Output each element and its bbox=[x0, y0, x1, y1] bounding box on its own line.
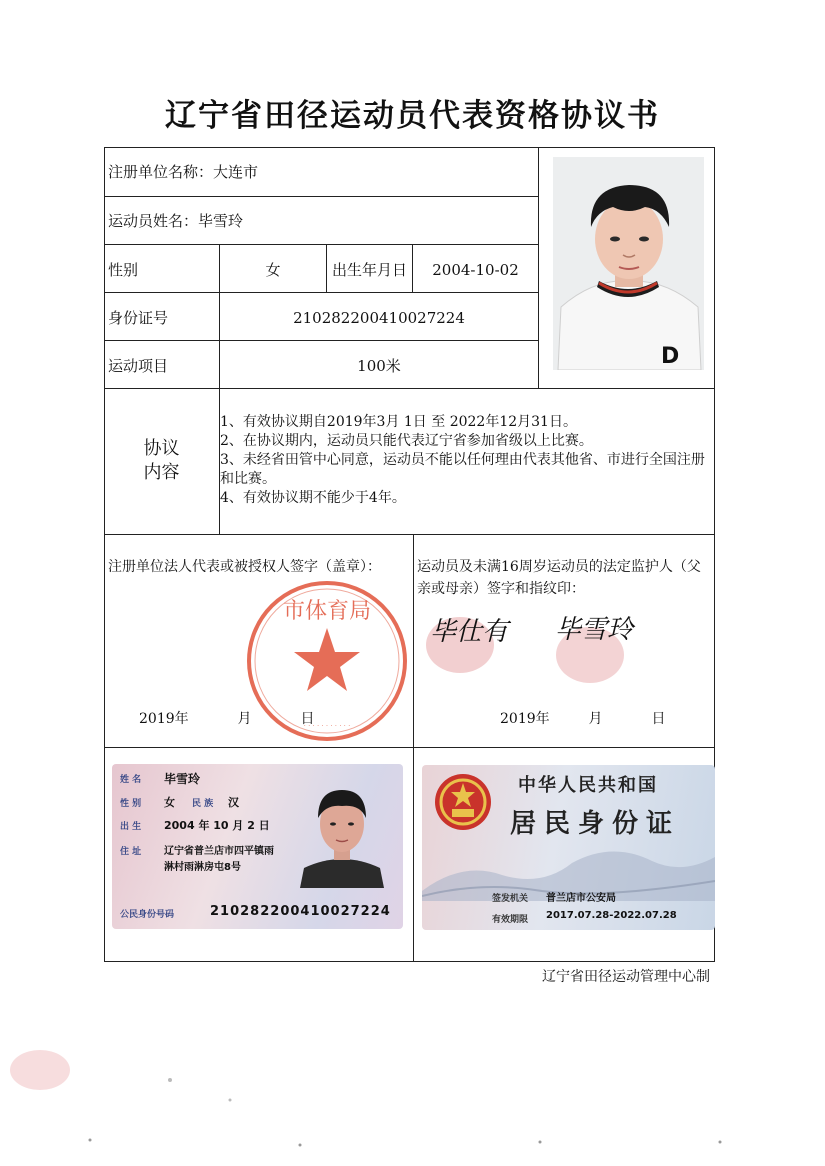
signature-area bbox=[420, 600, 710, 690]
clause-1: 1、有效协议期自2019年3月 1日 至 2022年12月31日。 bbox=[220, 414, 577, 430]
unit-signature-instruction: 注册单位法人代表或被授权人签字（盖章）： bbox=[108, 559, 381, 575]
row-divider bbox=[104, 196, 538, 197]
row-divider bbox=[104, 340, 538, 341]
right-date-day: 日 bbox=[651, 711, 666, 727]
id-country: 中华人民共和国 bbox=[518, 775, 658, 796]
id-address-line2: 淋村雨淋房屯8号 bbox=[164, 862, 241, 873]
document-title: 辽宁省田径运动员代表资格协议书 bbox=[165, 98, 660, 134]
id-name-value: 毕雪玲 bbox=[164, 772, 201, 786]
unit-value: 大连市 bbox=[213, 163, 259, 181]
id-ethnicity-value: 汉 bbox=[228, 796, 239, 809]
agreement-label-line2: 内容 bbox=[143, 462, 180, 483]
id-validity-value: 2017.07.28-2022.07.28 bbox=[546, 910, 677, 921]
agreement-label-line1: 协议 bbox=[143, 438, 180, 459]
id-card-front bbox=[112, 764, 403, 929]
id-number-card: 210282200410027224 bbox=[210, 904, 391, 919]
athlete-signature: 毕雪玲 bbox=[555, 615, 634, 645]
id-name-label: 姓 名 bbox=[120, 775, 142, 785]
gender-value: 女 bbox=[265, 261, 281, 279]
left-date bbox=[139, 708, 314, 728]
row-divider bbox=[104, 534, 715, 535]
id-number-value: 210282200410027224 bbox=[293, 309, 465, 327]
id-authority-label: 签发机关 bbox=[492, 894, 529, 904]
clause-2: 2、在协议期内，运动员只能代表辽宁省参加省级以上比赛。 bbox=[220, 433, 593, 449]
svg-text:· · · · · · · · · · ·: · · · · · · · · · · · bbox=[303, 722, 351, 730]
column-divider bbox=[538, 147, 539, 388]
athlete-name-label: 运动员姓名： bbox=[108, 212, 199, 230]
right-date-year: 2019年 bbox=[500, 711, 550, 727]
agreement-label bbox=[104, 388, 219, 534]
id-number-label-card: 公民身份号码 bbox=[120, 910, 175, 920]
id-birth-value: 2004 年 10 月 2 日 bbox=[164, 819, 270, 832]
id-card-name: 居民身份证 bbox=[510, 809, 681, 839]
id-address-label: 住 址 bbox=[120, 847, 142, 857]
national-emblem-icon bbox=[432, 771, 494, 833]
row-divider bbox=[104, 292, 538, 293]
event-value: 100米 bbox=[357, 357, 401, 375]
id-gender-label: 性 别 bbox=[120, 799, 142, 809]
column-divider bbox=[413, 534, 414, 962]
birth-label: 出生年月日 bbox=[331, 261, 407, 279]
id-gender-value: 女 bbox=[164, 796, 175, 809]
id-authority-value: 普兰店市公安局 bbox=[546, 893, 616, 904]
scan-noise bbox=[0, 1030, 825, 1166]
birth-value: 2004-10-02 bbox=[432, 261, 519, 279]
event-label: 运动项目 bbox=[108, 357, 169, 375]
unit-label: 注册单位名称： bbox=[108, 163, 214, 181]
agreement-clauses bbox=[220, 413, 710, 508]
row-divider bbox=[104, 747, 715, 748]
athlete-photo bbox=[553, 157, 704, 370]
clause-3: 3、未经省田管中心同意，运动员不能以任何理由代表其他省、市进行全国注册和比赛。 bbox=[220, 452, 705, 487]
athlete-signature-instruction: 运动员及未满16周岁运动员的法定监护人（父亲或母亲）签字和指纹印： bbox=[417, 559, 701, 597]
id-card-back bbox=[422, 765, 715, 930]
gender-label: 性别 bbox=[108, 261, 139, 279]
guardian-signature: 毕仕有 bbox=[430, 617, 509, 647]
athlete-name-row bbox=[108, 209, 243, 233]
clause-4: 4、有效协议期不能少于4年。 bbox=[220, 490, 406, 506]
id-birth-label: 出 生 bbox=[120, 822, 142, 832]
id-number-label: 身份证号 bbox=[108, 309, 169, 327]
id-ethnicity-label: 民 族 bbox=[192, 799, 214, 809]
left-date-year: 2019年 bbox=[139, 711, 189, 727]
left-date-day: 日 bbox=[300, 711, 315, 727]
seal-text: 市体育局 bbox=[282, 599, 372, 624]
left-date-month: 月 bbox=[237, 711, 252, 727]
right-date-month: 月 bbox=[588, 711, 603, 727]
svg-text:D: D bbox=[661, 344, 680, 369]
right-date bbox=[500, 708, 665, 728]
unit-row bbox=[108, 160, 258, 184]
id-address-line1: 辽宁省普兰店市四平镇雨 bbox=[164, 846, 274, 857]
issuer-footer: 辽宁省田径运动管理中心制 bbox=[542, 969, 710, 985]
athlete-name-value: 毕雪玲 bbox=[198, 212, 244, 230]
id-validity-label: 有效期限 bbox=[492, 915, 529, 925]
id-photo bbox=[296, 776, 388, 888]
row-divider bbox=[104, 244, 538, 245]
star-icon bbox=[294, 628, 360, 691]
